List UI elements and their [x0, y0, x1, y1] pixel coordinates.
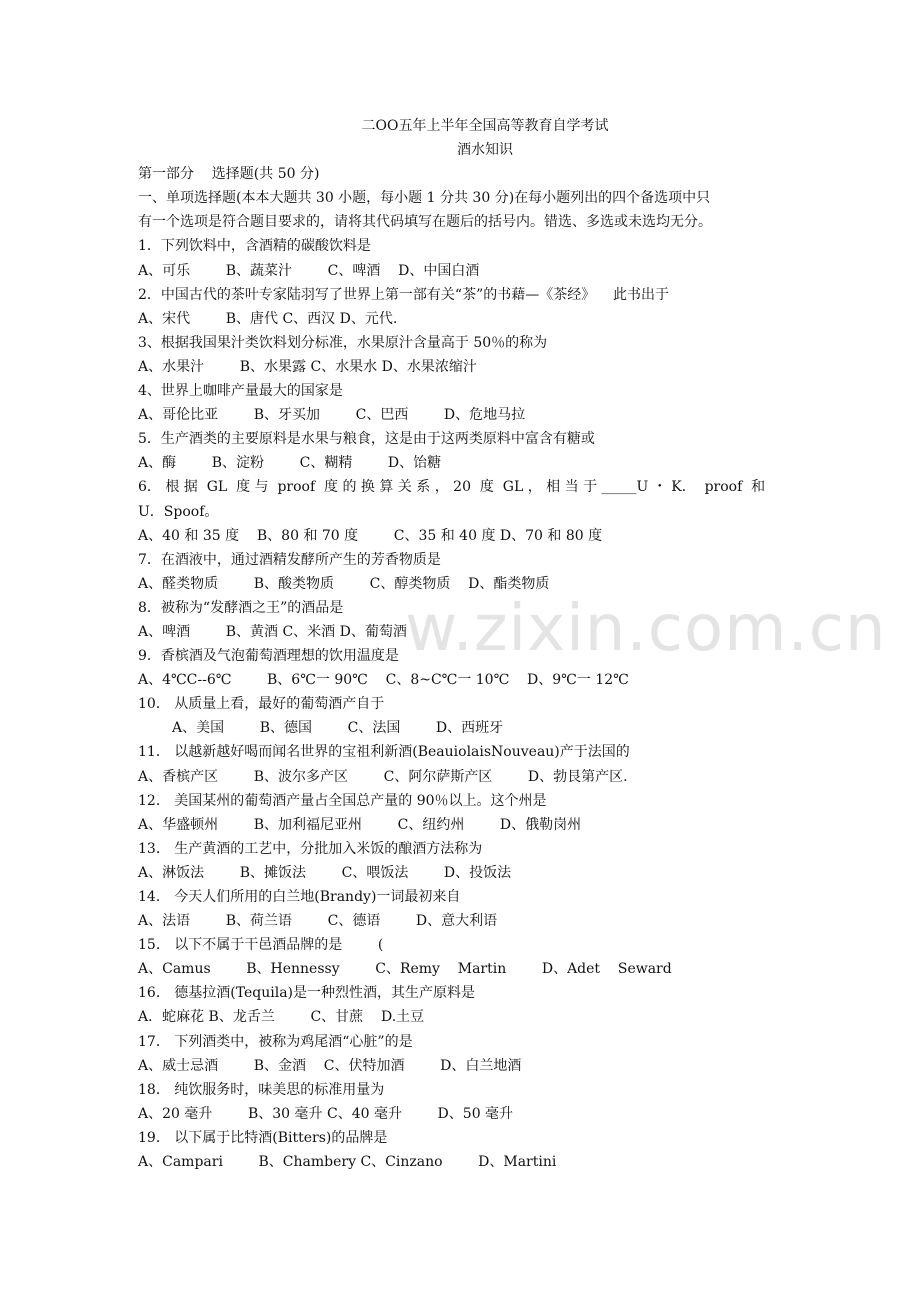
question-17: 17． 下列酒类中，被称为鸡尾酒“心脏”的是 [138, 1033, 413, 1050]
options-2: A、宋代 B、唐代 C、西汉 D、元代. [138, 310, 398, 327]
question-11: 11． 以越新越好喝而闻名世界的宝祖利新酒(BeauiolaisNouveau)产于法国的 [138, 744, 630, 761]
options-16: A．蛇麻花 B、龙舌兰 C、甘蔗 D.土豆 [138, 1009, 425, 1026]
question-4: 4、世界上咖啡产量最大的国家是 [138, 383, 343, 400]
options-3: A、水果汁 B、水果露 C、水果水 D、水果浓缩汁 [138, 358, 477, 375]
options-1: A、可乐 B、蔬菜汁 C、啤酒 D、中国白酒 [138, 262, 480, 279]
options-6: A、40 和 35 度 B、80 和 70 度 C、35 和 40 度 D、70 和 80 度 [138, 527, 603, 544]
question-13: 13． 生产黄酒的工艺中，分批加入米饭的酿酒方法称为 [138, 840, 483, 857]
options-12: A、华盛顿州 B、加利福尼亚州 C、纽约州 D、俄勒岗州 [138, 816, 582, 833]
question-9: 9．香槟酒及气泡葡萄酒理想的饮用温度是 [138, 648, 399, 665]
question-19: 19． 以下属于比特酒(Bitters)的品牌是 [138, 1129, 388, 1146]
options-9: A、4℃C--6℃ B、6℃一 90℃ C、8~C℃一 10℃ D、9℃一 12℃ [138, 672, 629, 689]
watermark: w.zixin.com.cn [405, 592, 887, 666]
question-12: 12． 美国某州的葡萄酒产量占全国总产量的 90％以上。这个州是 [138, 792, 547, 809]
question-6-cont: U．Spoof。 [138, 503, 219, 520]
question-18: 18． 纯饮服务时，味美思的标准用量为 [138, 1081, 385, 1098]
options-4: A、哥伦比亚 B、牙买加 C、巴西 D、危地马拉 [138, 407, 526, 424]
options-18: A、20 毫升 B、30 毫升 C、40 毫升 D、50 毫升 [138, 1105, 514, 1122]
question-2: 2．中国古代的茶叶专家陆羽写了世界上第一部有关“茶”的书藉—《茶经》 此书出于 [138, 286, 670, 303]
question-3: 3、根据我国果汁类饮料划分标准，水果原汁含量高于 50％的称为 [138, 334, 548, 351]
options-17: A、威士忌酒 B、金酒 C、伏特加酒 D、白兰地酒 [138, 1057, 522, 1074]
question-14: 14． 今天人们所用的白兰地(Brandy)一词最初来自 [138, 889, 461, 905]
question-10: 10． 从质量上看，最好的葡萄酒产自于 [138, 696, 385, 713]
options-10: A、美国 B、德国 C、法国 D、西班牙 [172, 720, 504, 737]
question-15: 15． 以下不属于干邑酒品牌的是 ( [138, 937, 384, 954]
options-7: A、醛类物质 B、酸类物质 C、醇类物质 D、酯类物质 [138, 575, 550, 592]
options-19: A、Campari B、Chambery C、Cinzano D、Martini [138, 1154, 557, 1171]
options-13: A、淋饭法 B、摊饭法 C、喂饭法 D、投饭法 [138, 864, 512, 881]
exam-subject: 酒水知识 [457, 142, 513, 159]
options-15: A、Camus B、Hennessy C、Remy Martin D、Adet Seward [138, 961, 672, 978]
question-16: 16． 德基拉酒(Tequila)是一种烈性酒，其生产原料是 [138, 985, 476, 1002]
instructions-line-1: 一、单项选择题(本本大题共 30 小题，每小题 1 分共 30 分)在每小题列出的四个备选项中只 [138, 190, 711, 207]
exam-title: 二OO五年上半年全国高等教育自学考试 [361, 118, 609, 134]
options-5: A、酶 B、淀粉 C、糊精 D、饴糖 [138, 455, 442, 472]
options-14: A、法语 B、荷兰语 C、德语 D、意大利语 [138, 913, 498, 930]
question-6: 6． 根 据 GL 度 与 proof 度 的 换 算 关 系 ， 20 度 GL ， 相 当 于 _____U ・ K． proof 和 [138, 479, 766, 496]
instructions-line-2: 有一个选项是符合题目要求的，请将其代码填写在题后的括号内。错选、多选或未选均无分。 [138, 214, 712, 231]
question-8: 8．被称为“发酵酒之王”的酒品是 [138, 599, 344, 616]
options-8: A、啤酒 B、黄酒 C、米酒 D、葡萄酒 [138, 623, 407, 640]
question-7: 7．在酒液中，通过酒精发酵所产生的芳香物质是 [138, 551, 441, 568]
question-1: 1．下列饮料中，含酒精的碳酸饮料是 [138, 238, 371, 255]
section-heading: 第一部分 选择题(共 50 分) [138, 166, 320, 183]
options-11: A、香槟产区 B、波尔多产区 C、阿尔萨斯产区 D、勃艮第产区. [138, 768, 628, 785]
exam-page [138, 114, 788, 1174]
question-5: 5．生产酒类的主要原料是水果与粮食，这是由于这两类原料中富含有糖或 [138, 431, 595, 448]
